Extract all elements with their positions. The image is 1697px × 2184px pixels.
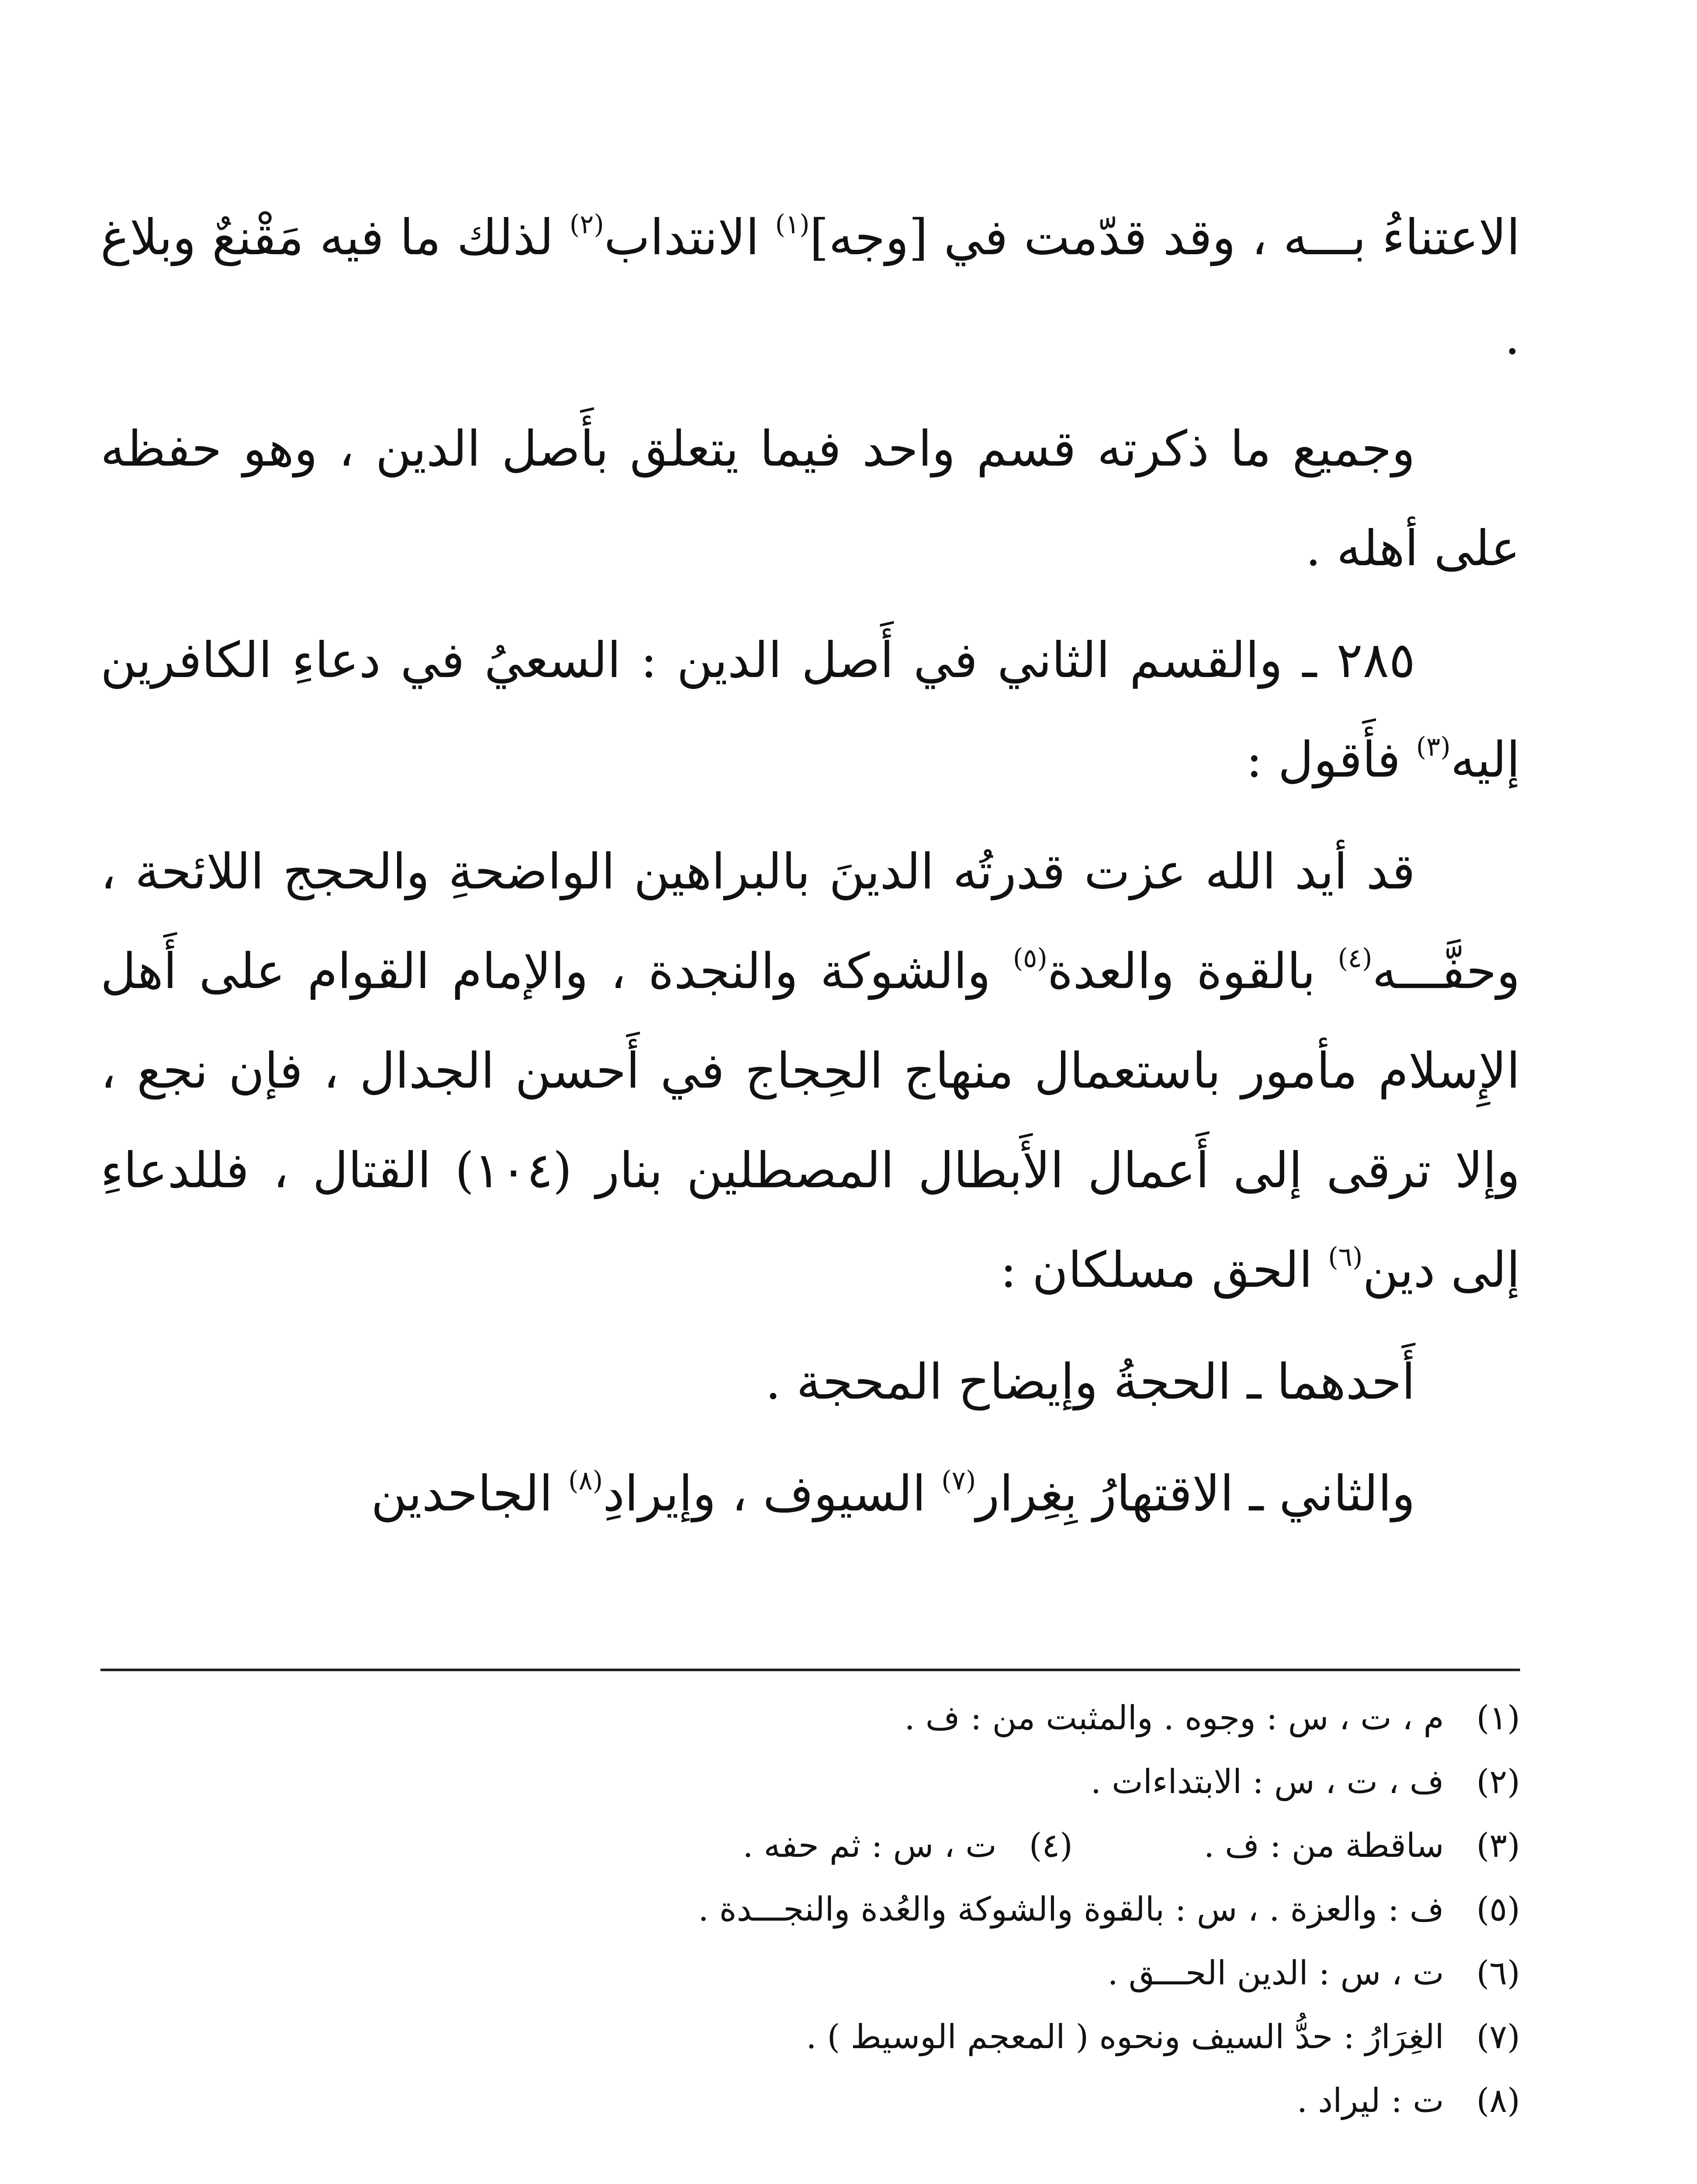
footnote-8: [262, 2069, 1520, 2132]
footnote-ref-6: (٦): [1328, 1242, 1363, 1272]
paragraph-6-text-a: والثاني ـ الاقتهارُ بِغِرار: [976, 1465, 1415, 1522]
paragraph-1: [100, 188, 1520, 387]
footnote-7: [262, 2005, 1520, 2069]
footnote-ref-5: (٥): [1013, 943, 1047, 974]
main-text: [100, 188, 1520, 1544]
footnote-text: ف : والعزة . ، س : بالقوة والشوكة والعُدة والنجـــدة .: [698, 1890, 1444, 1928]
paragraph-5: [100, 1332, 1520, 1432]
footnote-text: ف ، ت ، س : الابتداءات .: [1090, 1762, 1444, 1801]
footnote-text: ت : ليراد .: [1297, 2081, 1444, 2120]
paragraph-4: [100, 822, 1520, 1320]
paragraph-4-text-b: بالقوة والعدة: [1047, 943, 1338, 1000]
paragraph-4-text-d: الحق مسلكان :: [1000, 1242, 1328, 1299]
paragraph-2: [100, 399, 1520, 598]
footnote-number: (٦): [1476, 1953, 1520, 1992]
footnote-number: (٥): [1476, 1890, 1520, 1928]
footnote-number: (٢): [1476, 1762, 1520, 1801]
paragraph-4-text-c: والشوكة والنجدة ، والإمام القوام على أَهل الإِسلام مأمور باستعمال منهاج الحِجاج في أَحسن الجدال ، فإن نجع ، وإلا ترقى إلى أَعمال الأَبطال المصطلين بنار (١٠٤) القتال ، فللدعاءِ إلى دين: [100, 943, 1521, 1299]
footnote-ref-1: (١): [775, 209, 810, 240]
footnote-number: (٧): [1476, 2017, 1520, 2056]
footnote-text: ت ، س : ثم حفه .: [743, 1826, 997, 1865]
footnote-number: (٨): [1476, 2081, 1520, 2120]
paragraph-3-text-b: فأَقول :: [1246, 732, 1416, 788]
footnote-2: [262, 1750, 1520, 1814]
footnote-ref-8: (٨): [568, 1465, 603, 1496]
footnote-text: ت ، س : الدين الحـــق .: [1107, 1953, 1444, 1992]
footnote-text: م ، ت ، س : وجوه . والمثبت من : ف .: [904, 1698, 1444, 1737]
footnotes: [262, 1686, 1520, 2132]
footnote-ref-3: (٣): [1416, 732, 1451, 762]
footnote-number: (١): [1476, 1698, 1520, 1737]
paragraph-6-text-b: السيوف ، وإيرادِ: [603, 1465, 942, 1522]
paragraph-1-text-c: لذلك ما فيه مَقْنعٌ وبلاغ .: [100, 209, 1520, 366]
footnote-3-4: [262, 1814, 1520, 1877]
paragraph-3-text-a: ٢٨٥ ـ والقسم الثاني في أَصل الدين : السعيُ في دعاءِ الكافرين إليه: [100, 632, 1520, 788]
footnote-1: [262, 1686, 1520, 1750]
paragraph-4-text-a: قد أيد الله عزت قدرتُه الدينَ بالبراهين الواضحةِ والحجج اللائحة ، وحفَّـــه: [100, 843, 1521, 1000]
footnote-divider: [100, 1669, 1520, 1671]
paragraph-3: [100, 611, 1520, 810]
footnote-number: (٤): [1029, 1826, 1073, 1865]
paragraph-6: [100, 1444, 1520, 1544]
paragraph-6-text-c: الجاحدين: [371, 1465, 569, 1522]
footnote-5: [262, 1877, 1520, 1941]
footnote-text: الغِرَارُ : حدُّ السيف ونحوه ( المعجم الوسيط ) .: [806, 2017, 1444, 2056]
paragraph-1-text-a: الاعتناءُ بـــه ، وقد قدّمت في [وجه]: [809, 209, 1521, 266]
footnote-number: (٣): [1476, 1826, 1520, 1865]
paragraph-1-text-b: الانتداب: [604, 209, 775, 266]
footnote-6: [262, 1941, 1520, 2005]
paragraph-2-text: وجميع ما ذكرته قسم واحد فيما يتعلق بأَصل الدين ، وهو حفظه على أهله .: [100, 421, 1520, 577]
footnote-ref-2: (٢): [569, 209, 604, 240]
footnote-ref-4: (٤): [1338, 943, 1372, 974]
paragraph-5-text: أَحدهما ـ الحجةُ وإيضاح المحجة .: [765, 1354, 1415, 1410]
footnote-ref-7: (٧): [941, 1465, 976, 1496]
footnote-text: ساقطة من : ف .: [1203, 1826, 1444, 1865]
